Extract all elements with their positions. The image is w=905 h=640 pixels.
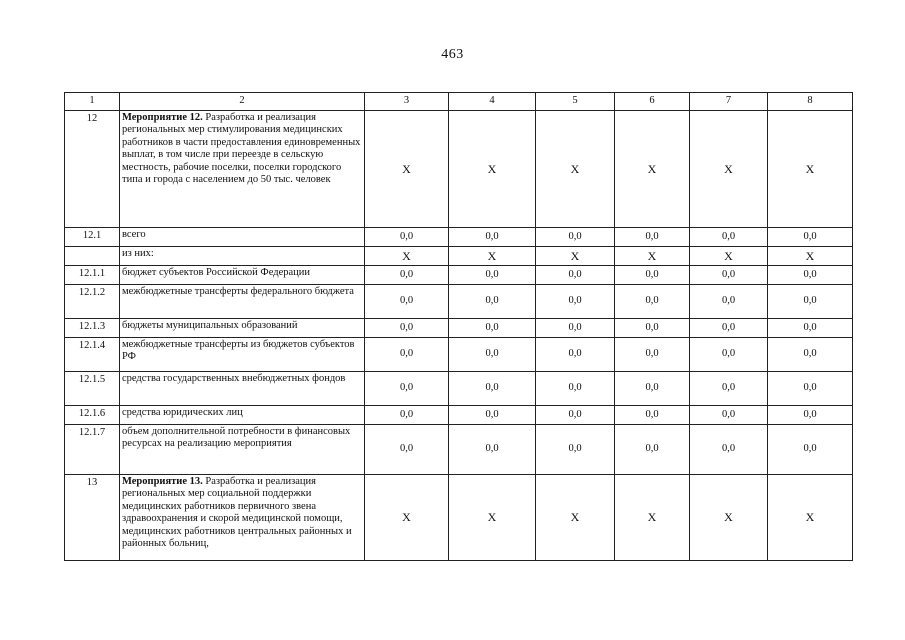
cell-value: 0,0: [768, 266, 853, 285]
cell-value: 0,0: [615, 285, 690, 319]
cell-value: X: [615, 475, 690, 561]
column-header: 6: [615, 93, 690, 111]
table-row: [65, 338, 853, 372]
row-description: [120, 475, 365, 561]
cell-value: X: [449, 475, 536, 561]
cell-value: 0,0: [536, 425, 615, 475]
row-label: межбюджетные трансферты из бюджетов субъектов РФ: [120, 338, 365, 372]
row-code: 12.1.6: [65, 406, 120, 425]
cell-value: 0,0: [690, 319, 768, 338]
table-row: [65, 228, 853, 247]
row-label: средства юридических лиц: [120, 406, 365, 425]
cell-value: 0,0: [690, 285, 768, 319]
budget-table: [64, 92, 853, 561]
cell-value: 0,0: [536, 285, 615, 319]
cell-value: 0,0: [615, 338, 690, 372]
cell-value: X: [615, 247, 690, 266]
cell-value: 0,0: [615, 319, 690, 338]
row-label: всего: [120, 228, 365, 247]
column-header: 2: [120, 93, 365, 111]
cell-value: 0,0: [690, 228, 768, 247]
row-code: 12: [65, 111, 120, 228]
cell-value: 0,0: [536, 228, 615, 247]
row-label: из них:: [120, 247, 365, 266]
measure-text: Разработка и реализация региональных мер стимулирования медицинских работников в части предоставления единовременных выплат, в том числе при переезде в сельскую местность, рабочие поселки, поселки городского типа и города с населением до 50 тыс. человек: [122, 112, 361, 186]
cell-value: 0,0: [365, 319, 449, 338]
row-label: объем дополнительной потребности в финансовых ресурсах на реализацию мероприятия: [120, 425, 365, 475]
row-description: [120, 111, 365, 228]
cell-value: 0,0: [536, 372, 615, 406]
row-code: 12.1.5: [65, 372, 120, 406]
table-row: [65, 247, 853, 266]
cell-value: 0,0: [768, 228, 853, 247]
cell-value: 0,0: [615, 228, 690, 247]
measure-text: Разработка и реализация региональных мер социальной поддержки медицинских работников первичного звена здравоохранения и скорой медицинской помощи, медицинских работников центральных районных и районных больниц,: [122, 476, 352, 550]
cell-value: X: [365, 247, 449, 266]
cell-value: 0,0: [690, 266, 768, 285]
row-label: бюджеты муниципальных образований: [120, 319, 365, 338]
table-row: [65, 319, 853, 338]
measure-title: Мероприятие 12.: [122, 112, 203, 123]
row-code: [65, 247, 120, 266]
cell-value: 0,0: [365, 338, 449, 372]
cell-value: 0,0: [615, 406, 690, 425]
cell-value: 0,0: [768, 425, 853, 475]
table-row: [65, 406, 853, 425]
cell-value: 0,0: [768, 285, 853, 319]
cell-value: X: [690, 247, 768, 266]
cell-value: X: [768, 475, 853, 561]
cell-value: X: [449, 111, 536, 228]
table-row: [65, 425, 853, 475]
cell-value: 0,0: [449, 319, 536, 338]
row-code: 12.1.1: [65, 266, 120, 285]
cell-value: 0,0: [365, 406, 449, 425]
row-code: 12.1.3: [65, 319, 120, 338]
column-header: 5: [536, 93, 615, 111]
cell-value: 0,0: [449, 372, 536, 406]
row-label: средства государственных внебюджетных фондов: [120, 372, 365, 406]
table-row: [65, 372, 853, 406]
cell-value: 0,0: [449, 425, 536, 475]
column-header: 8: [768, 93, 853, 111]
cell-value: X: [536, 111, 615, 228]
cell-value: 0,0: [536, 266, 615, 285]
cell-value: X: [365, 475, 449, 561]
row-code: 12.1.4: [65, 338, 120, 372]
cell-value: 0,0: [690, 372, 768, 406]
cell-value: X: [536, 247, 615, 266]
cell-value: X: [768, 247, 853, 266]
cell-value: 0,0: [768, 319, 853, 338]
row-label: бюджет субъектов Российской Федерации: [120, 266, 365, 285]
page-number: 463: [441, 47, 464, 62]
cell-value: 0,0: [365, 425, 449, 475]
table-row: [65, 285, 853, 319]
cell-value: X: [615, 111, 690, 228]
row-code: 12.1: [65, 228, 120, 247]
table-row: [65, 475, 853, 561]
cell-value: X: [365, 111, 449, 228]
column-header: 3: [365, 93, 449, 111]
cell-value: X: [768, 111, 853, 228]
cell-value: 0,0: [449, 338, 536, 372]
cell-value: 0,0: [615, 425, 690, 475]
cell-value: X: [690, 475, 768, 561]
cell-value: 0,0: [536, 406, 615, 425]
cell-value: X: [690, 111, 768, 228]
row-code: 12.1.7: [65, 425, 120, 475]
cell-value: 0,0: [690, 425, 768, 475]
row-label: межбюджетные трансферты федерального бюджета: [120, 285, 365, 319]
cell-value: 0,0: [449, 285, 536, 319]
cell-value: X: [449, 247, 536, 266]
cell-value: X: [536, 475, 615, 561]
cell-value: 0,0: [449, 266, 536, 285]
column-header: 7: [690, 93, 768, 111]
cell-value: 0,0: [690, 338, 768, 372]
cell-value: 0,0: [615, 372, 690, 406]
table-row: [65, 266, 853, 285]
cell-value: 0,0: [768, 338, 853, 372]
table-row: [65, 111, 853, 228]
cell-value: 0,0: [449, 228, 536, 247]
column-header: 1: [65, 93, 120, 111]
header-row: [65, 93, 853, 111]
cell-value: 0,0: [536, 319, 615, 338]
row-code: 12.1.2: [65, 285, 120, 319]
measure-title: Мероприятие 13.: [122, 476, 203, 487]
cell-value: 0,0: [365, 372, 449, 406]
cell-value: 0,0: [615, 266, 690, 285]
cell-value: 0,0: [768, 406, 853, 425]
cell-value: 0,0: [768, 372, 853, 406]
cell-value: 0,0: [365, 266, 449, 285]
row-code: 13: [65, 475, 120, 561]
cell-value: 0,0: [690, 406, 768, 425]
cell-value: 0,0: [536, 338, 615, 372]
cell-value: 0,0: [449, 406, 536, 425]
cell-value: 0,0: [365, 285, 449, 319]
column-header: 4: [449, 93, 536, 111]
cell-value: 0,0: [365, 228, 449, 247]
